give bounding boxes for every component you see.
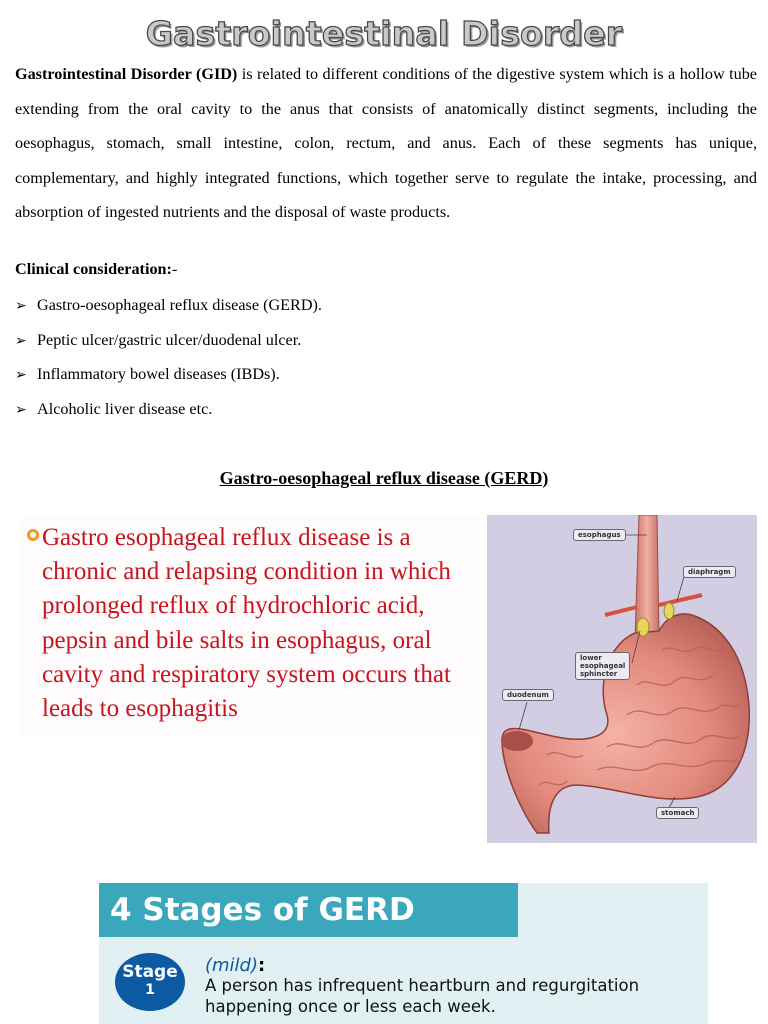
list-item (15, 392, 322, 427)
arrow-bullet-icon: ➢ (15, 299, 27, 314)
stage-badge-word: Stage (122, 962, 178, 982)
arrow-bullet-icon: ➢ (15, 368, 27, 383)
stomach-label: stomach (656, 807, 699, 819)
stage-severity-colon: : (258, 955, 266, 976)
list-item-text: Inflammatory bowel diseases (IBDs). (37, 365, 280, 383)
clinical-heading (15, 260, 177, 279)
page-title: Gastrointestinal Disorder (145, 14, 623, 53)
list-item-text: Peptic ulcer/gastric ulcer/duodenal ulcer. (37, 330, 302, 349)
stage-badge (115, 953, 185, 1011)
stage-severity (205, 955, 265, 976)
intro-paragraph (15, 57, 757, 230)
arrow-bullet-icon: ➢ (15, 402, 27, 418)
sphincter-label (575, 652, 630, 680)
diaphragm-label: diaphragm (683, 566, 736, 578)
circle-bullet-icon (27, 529, 39, 541)
clinical-heading-text: Clinical consideration: (15, 260, 172, 278)
clinical-heading-dash: - (171, 260, 178, 278)
gerd-definition-box (21, 517, 480, 735)
stage-badge-number: 1 (145, 982, 155, 998)
intro-term: Gastrointestinal Disorder (GID) (15, 65, 238, 83)
gerd-definition: Gastro esophageal reflux disease is a chronic and relapsing condition in which prolonged reflux of hydrochloric acid, pepsin and bile salts in esophagus, oral cavity and respiratory system occurs that leads to esophagitis (42, 524, 451, 723)
list-item (15, 323, 322, 358)
list-item (15, 357, 322, 392)
stage-description: A person has infrequent heartburn and regurgitation happening once or less each week. (205, 976, 640, 1016)
list-item-text: Alcoholic liver disease etc. (37, 399, 213, 418)
gerd-heading: Gastro-oesophageal reflux disease (GERD) (219, 468, 549, 488)
sphincter-label-line-3: sphincter (580, 670, 618, 678)
clinical-list (15, 288, 322, 426)
stomach-diagram (487, 515, 757, 843)
intro-text: is related to different conditions of the digestive system which is a hollow tube extending from the oral cavity to the anus that consists of anatomically distinct segments, including the oesophagus, stomach, small intestine, colon, rectum, and anus. Each of these segments has unique, complementary, and highly integrated functions, which together serve to regulate the intake, processing, and absorption of ingested nutrients and the disposal of waste products. (15, 65, 757, 221)
duodenum-label: duodenum (502, 689, 554, 701)
list-item-text: Gastro-oesophageal reflux disease (GERD). (37, 296, 322, 314)
gerd-stages-card (99, 883, 708, 1024)
arrow-bullet-icon: ➢ (15, 333, 27, 349)
esophagus-label: esophagus (573, 529, 626, 541)
sphincter-label-line-2: esophageal (580, 662, 626, 670)
list-item (15, 288, 322, 323)
sphincter-label-line-1: lower (580, 654, 602, 662)
stage-severity-text: (mild) (205, 955, 259, 976)
stages-header: 4 Stages of GERD (99, 883, 518, 937)
